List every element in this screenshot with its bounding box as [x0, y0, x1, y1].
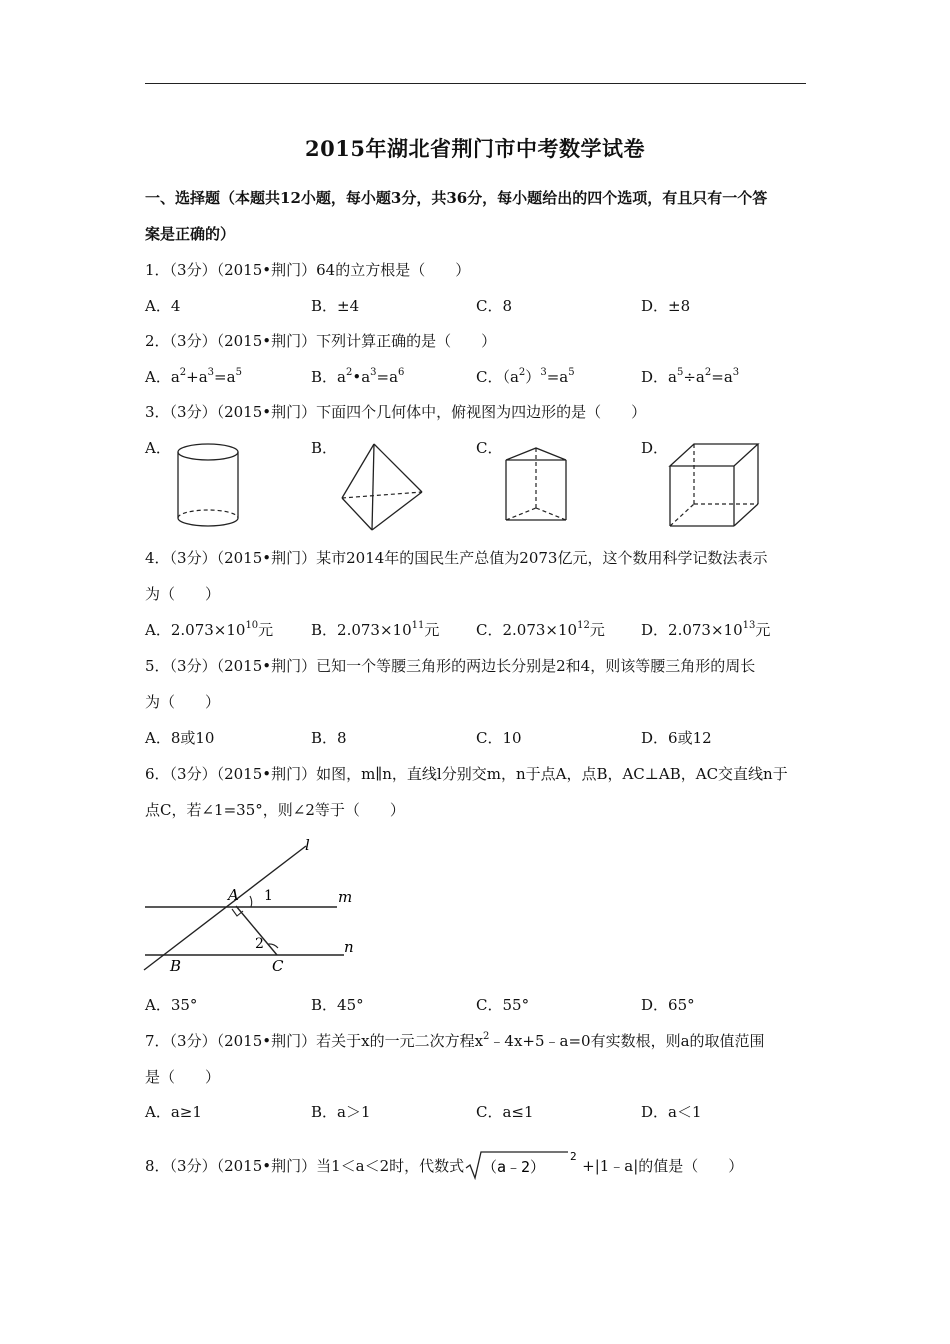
q4-option-c: C．$2.073\times 10^{12}$元	[476, 620, 605, 639]
q2-option-b: B．$a^2•a^3=a^6$	[311, 367, 405, 386]
question-4-options	[145, 620, 810, 640]
cube-figure	[666, 440, 764, 530]
q6-option-a: A．35°	[145, 996, 198, 1014]
page-title: 2015年湖北省荆门市中考数学试卷	[305, 136, 645, 161]
label-m: m	[338, 888, 353, 906]
label-n: n	[344, 938, 354, 956]
q3-option-b: B．	[311, 439, 338, 457]
question-4-stem-line1: 4．（3分）（2015•荆门）某市2014年的国民生产总值为2073亿元，这个数用科学记数法表示	[145, 549, 768, 567]
section-heading	[145, 180, 810, 252]
question-5-stem-line2: 为（ ）	[145, 693, 221, 711]
q5-option-a: A．8或10	[145, 729, 215, 747]
label-point-b: B	[170, 957, 182, 975]
q3-option-a: A．	[145, 439, 171, 457]
q1-option-b: B．±4	[311, 297, 360, 315]
radicand: （a﹣2）	[482, 1158, 546, 1176]
q1-option-c: C．8	[476, 297, 513, 315]
label-l: l	[305, 836, 310, 854]
question-2-stem: 2．（3分）（2015•荆门）下列计算正确的是（ ）	[145, 332, 497, 350]
question-2-options	[145, 367, 810, 387]
question-5-options	[145, 728, 810, 748]
q5-option-b: B．8	[311, 729, 347, 747]
question-8-stem: 8．（3分）（2015•荆门）当1＜a＜2时，代数式 （a﹣2） 2 +|1﹣a|的值是（ ）	[145, 1150, 810, 1180]
question-1-stem: 1．（3分）（2015•荆门）64的立方根是（ ）	[145, 261, 471, 279]
pyramid-figure	[338, 440, 426, 534]
question-6-options	[145, 995, 810, 1015]
question-7-stem-line2: 是（ ）	[145, 1068, 221, 1086]
q7-option-c: C．a≤1	[476, 1103, 534, 1121]
q4-option-b: B．$2.073\times 10^{11}$元	[311, 620, 440, 639]
q2-option-d: D．$a^5\div a^2=a^3$	[641, 367, 740, 386]
q3-option-c: C．	[476, 439, 503, 457]
radicand-exponent: 2	[570, 1150, 577, 1163]
top-rule	[145, 83, 806, 84]
question-6-stem-line2: 点C，若∠1=35°，则∠2等于（ ）	[145, 801, 405, 819]
q5-option-c: C．10	[476, 729, 522, 747]
question-3-stem: 3．（3分）（2015•荆门）下面四个几何体中，俯视图为四边形的是（ ）	[145, 403, 647, 421]
label-angle-1: 1	[264, 888, 273, 904]
question-4-stem-line2: 为（ ）	[145, 585, 221, 603]
q6-option-c: C．55°	[476, 996, 530, 1014]
parallel-lines-figure	[140, 836, 380, 982]
q4-option-d: D．$2.073\times 10^{13}$元	[641, 620, 771, 639]
q5-option-d: D．6或12	[641, 729, 712, 747]
q2-option-c: C．$(a^2)^3=a^5$	[476, 367, 575, 386]
q6-option-b: B．45°	[311, 996, 364, 1014]
q1-option-a: A．4	[145, 297, 181, 315]
question-1-options	[145, 296, 810, 316]
label-point-a: A	[228, 886, 239, 904]
question-5-stem-line1: 5．（3分）（2015•荆门）已知一个等腰三角形的两边长分别是2和4，则该等腰三角形的周长	[145, 657, 756, 675]
q7-option-a: A．a≥1	[145, 1103, 202, 1121]
triangular-prism-figure	[500, 444, 572, 526]
cylinder-figure	[170, 440, 246, 532]
q6-option-d: D．65°	[641, 996, 695, 1014]
q7-option-b: B．a＞1	[311, 1103, 371, 1121]
section-heading-line1: 一、选择题（本题共12小题，每小题3分，共36分，每小题给出的四个选项，有且只有一个答	[145, 189, 768, 207]
square-root-expression	[464, 1150, 582, 1180]
label-angle-2: 2	[255, 936, 264, 952]
q2-option-a: A．$a^2+a^3=a^5$	[145, 367, 242, 386]
q7-option-d: D．a＜1	[641, 1103, 702, 1121]
q1-option-d: D．±8	[641, 297, 691, 315]
q4-option-a: A．$2.073\times 10^{10}$元	[145, 620, 274, 639]
q3-option-d: D．	[641, 439, 669, 457]
section-heading-line2: 案是正确的）	[145, 225, 236, 243]
label-point-c: C	[272, 957, 284, 975]
question-6-stem-line1: 6．（3分）（2015•荆门）如图，m∥n，直线l分别交m，n于点A，点B，AC⊥AB，AC交直线n于	[145, 765, 788, 783]
question-7-options	[145, 1102, 810, 1122]
question-7-stem-line1: 7．（3分）（2015•荆门）若关于x的一元二次方程$x^2﹣4x+5﹣a=0$有实数根，则a的取值范围	[145, 1031, 765, 1050]
